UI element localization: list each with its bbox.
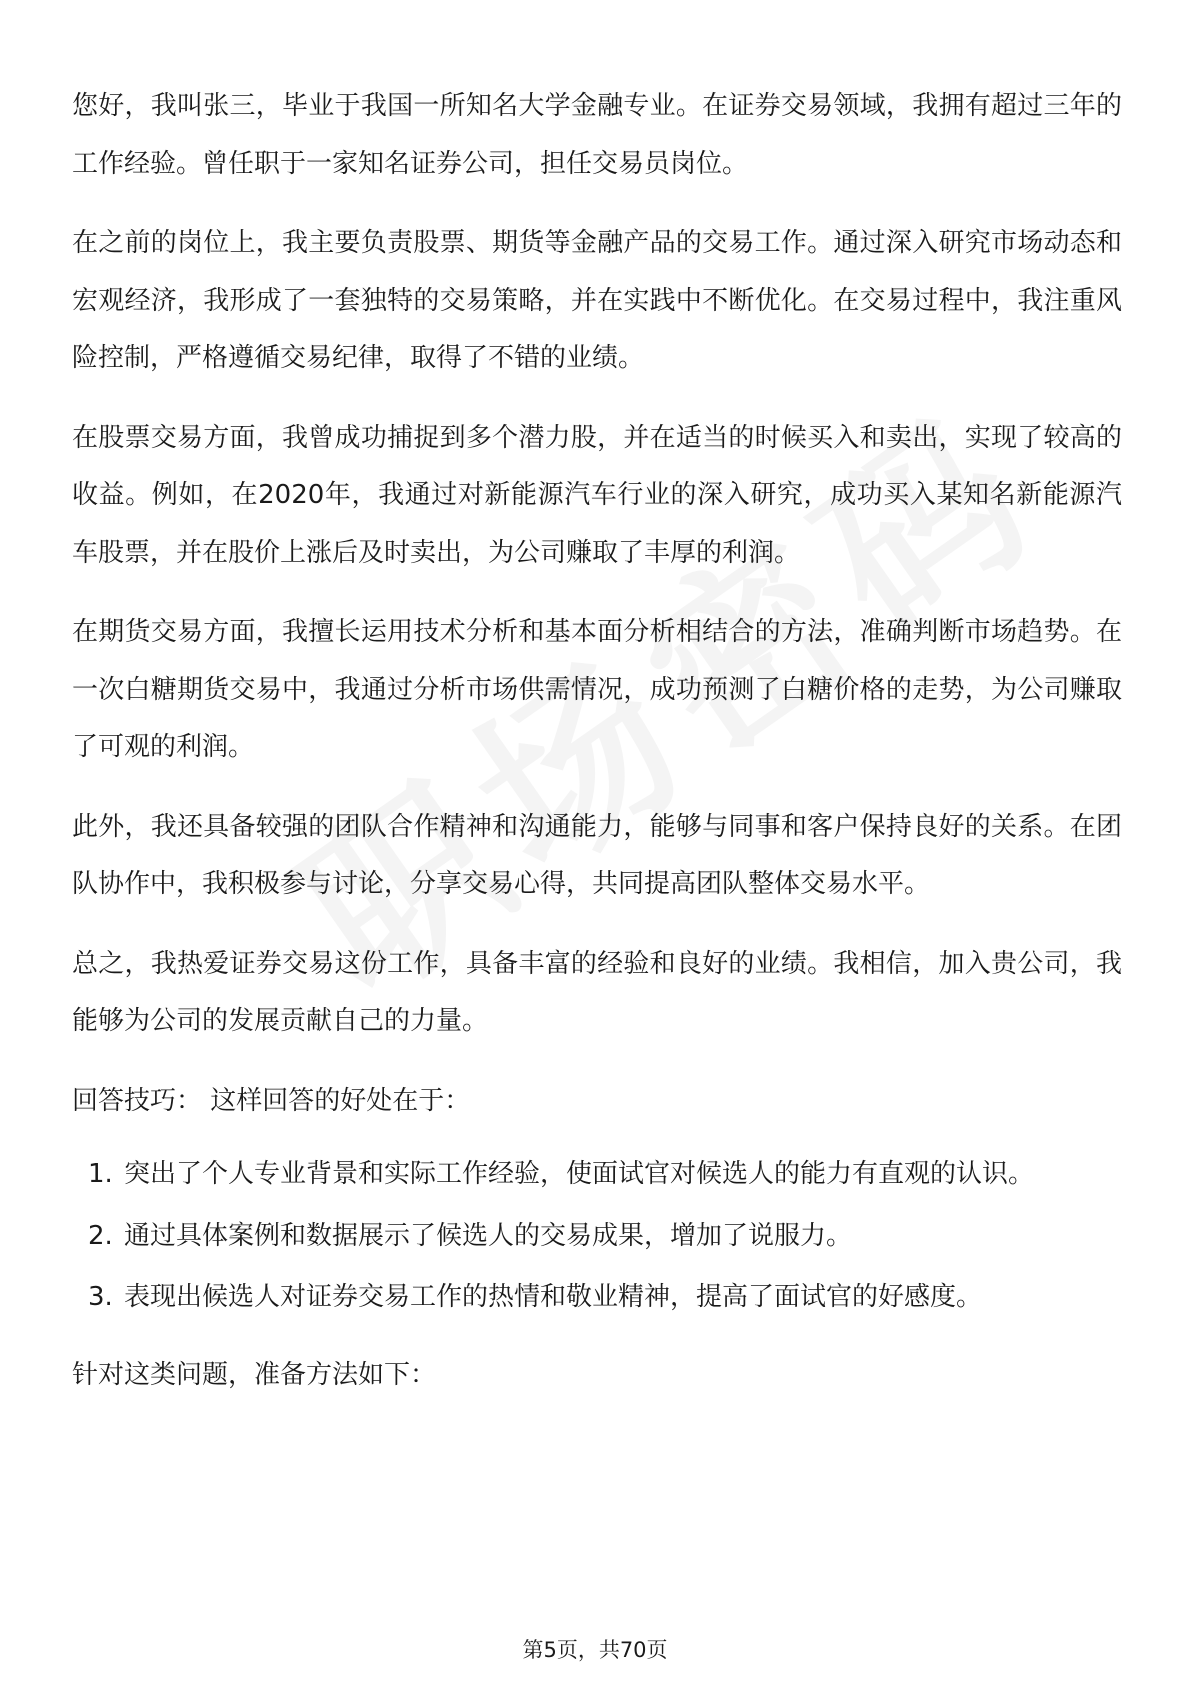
list-item-text: 表现出候选人对证券交易工作的热情和敬业精神，提高了面试官的好感度。 — [124, 1282, 983, 1312]
page-footer: 第5页，共70页 — [522, 1638, 668, 1662]
list-item — [72, 1208, 1122, 1266]
list-item-number: 1. — [88, 1159, 113, 1189]
paragraph-intro: 您好，我叫张三，毕业于我国一所知名大学金融专业。在证券交易领域，我拥有超过三年的工作经验。曾任职于一家知名证券公司，担任交易员岗位。 — [72, 91, 1122, 179]
document-body — [72, 78, 1122, 1426]
list-item-number: 2. — [88, 1220, 113, 1251]
list-item-text: 通过具体案例和数据展示了候选人的交易成果，增加了说服力。 — [124, 1220, 853, 1251]
tips-heading: 回答技巧： 这样回答的好处在于： — [72, 1085, 471, 1116]
list-item — [72, 1269, 1122, 1327]
paragraph-summary: 总之，我热爱证券交易这份工作，具备丰富的经验和良好的业绩。我相信，加入贵公司，我能够为公司的发展贡献自己的力量。 — [72, 948, 1122, 1036]
closing-line: 针对这类问题，准备方法如下： — [72, 1359, 437, 1390]
paragraph-futures-trading: 在期货交易方面，我擅长运用技术分析和基本面分析相结合的方法，准确判断市场趋势。在一次白糖期货交易中，我通过分析市场供需情况，成功预测了白糖价格的走势，为公司赚取了可观的利润。 — [72, 617, 1122, 762]
paragraph-previous-role: 在之前的岗位上，我主要负责股票、期货等金融产品的交易工作。通过深入研究市场动态和宏观经济，我形成了一套独特的交易策略，并在实践中不断优化。在交易过程中，我注重风险控制，严格遵循交易纪律，取得了不错的业绩。 — [72, 228, 1122, 373]
tips-list — [72, 1146, 1122, 1327]
paragraph-teamwork: 此外，我还具备较强的团队合作精神和沟通能力，能够与同事和客户保持良好的关系。在团队协作中，我积极参与讨论，分享交易心得，共同提高团队整体交易水平。 — [72, 811, 1122, 899]
paragraph-stock-trading: 在股票交易方面，我曾成功捕捉到多个潜力股，并在适当的时候买入和卖出，实现了较高的收益。例如，在2020年，我通过对新能源汽车行业的深入研究，成功买入某知名新能源汽车股票，并在股价上涨后及时卖出，为公司赚取了丰厚的利润。 — [72, 422, 1122, 568]
list-item-number: 3. — [88, 1282, 113, 1312]
list-item-text: 突出了个人专业背景和实际工作经验，使面试官对候选人的能力有直观的认识。 — [124, 1159, 1035, 1189]
list-item — [72, 1146, 1122, 1204]
